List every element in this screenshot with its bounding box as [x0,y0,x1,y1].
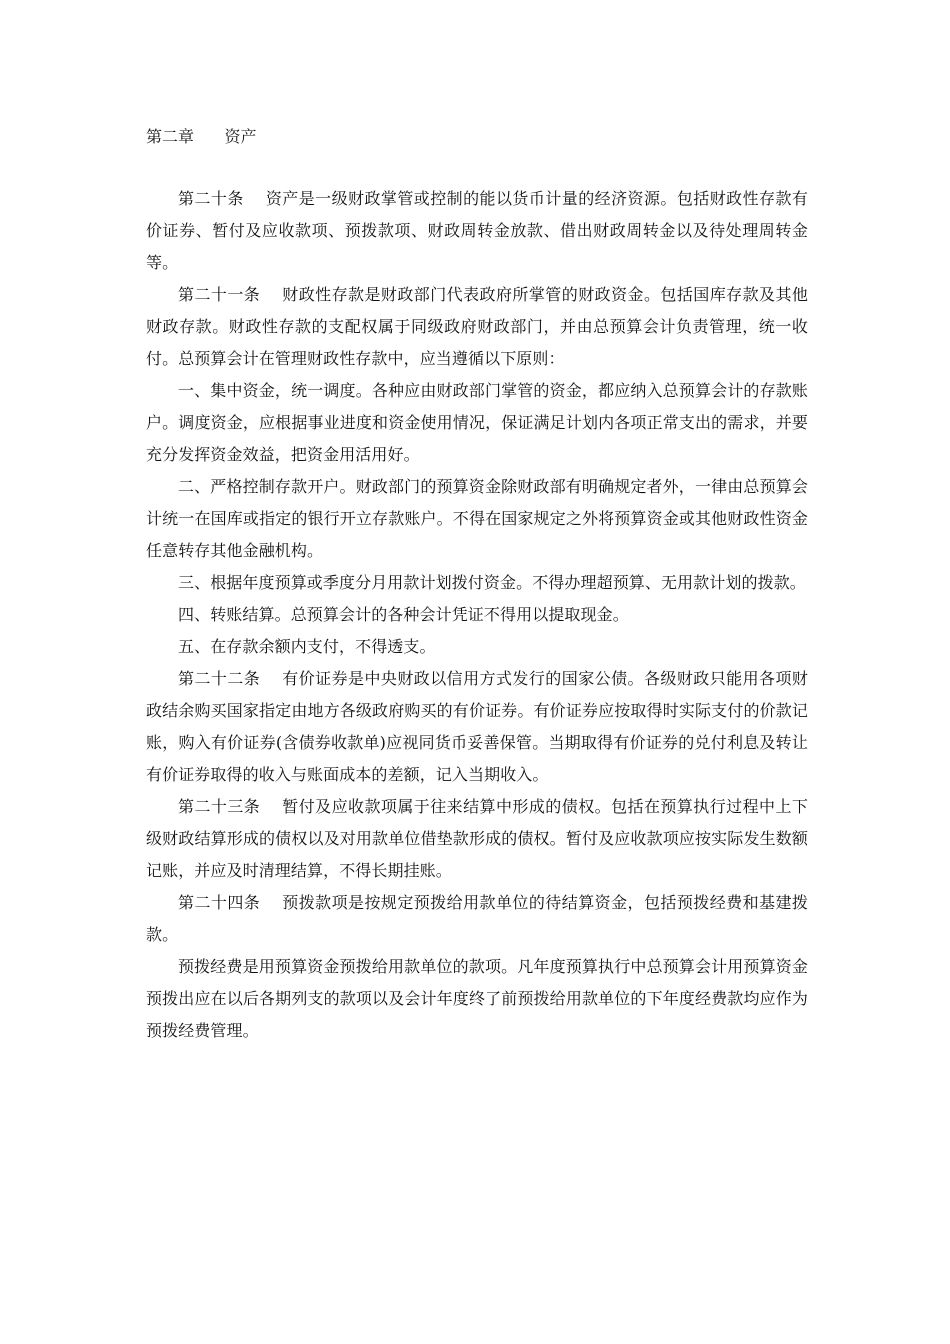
paragraph-article-24: 第二十四条 预拨款项是按规定预拨给用款单位的待结算资金，包括预拨经费和基建拨款。 [146,893,808,944]
paragraph-principle-1: 一、集中资金，统一调度。各种应由财政部门掌管的资金，都应纳入总预算会计的存款账户。调度资金，应根据事业进度和资金使用情况，保证满足计划内各项正常支出的需求，并要充分发挥资金效益，把资金用活用好。 [146,381,808,464]
paragraph-principle-4: 四、转账结算。总预算会计的各种会计凭证不得用以提取现金。 [178,605,629,624]
paragraph-principle-2: 二、严格控制存款开户。财政部门的预算资金除财政部有明确规定者外，一律由总预算会计统一在国库或指定的银行开立存款账户。不得在国家规定之外将预算资金或其他财政性资金任意转存其他金融机构。 [146,477,808,560]
paragraph-article-20: 第二十条 资产是一级财政掌管或控制的能以货币计量的经济资源。包括财政性存款有价证券、暂付及应收款项、预拨款项、财政周转金放款、借出财政周转金以及待处理周转金等。 [146,189,808,272]
paragraph-prepaid-funds: 预拨经费是用预算资金预拨给用款单位的款项。凡年度预算执行中总预算会计用预算资金预拨出应在以后各期列支的款项以及会计年度终了前预拨给用款单位的下年度经费款均应作为预拨经费管理。 [146,957,808,1040]
chapter-title: 第二章 资产 [146,127,257,146]
document-page [146,121,808,1047]
paragraph-principle-5: 五、在存款余额内支付，不得透支。 [178,637,436,656]
paragraph-article-21: 第二十一条 财政性存款是财政部门代表政府所掌管的财政资金。包括国库存款及其他财政存款。财政性存款的支配权属于同级政府财政部门，并由总预算会计负责管理，统一收付。总预算会计在管理财政性存款中，应当遵循以下原则： [146,285,808,368]
paragraph-article-22: 第二十二条 有价证券是中央财政以信用方式发行的国家公债。各级财政只能用各项财政结余购买国家指定由地方各级政府购买的有价证券。有价证券应按取得时实际支付的价款记账，购入有价证券(含债券收款单)应视同货币妥善保管。当期取得有价证券的兑付利息及转让有价证券取得的收入与账面成本的差额，记入当期收入。 [146,669,808,784]
paragraph-article-23: 第二十三条 暂付及应收款项属于往来结算中形成的债权。包括在预算执行过程中上下级财政结算形成的债权以及对用款单位借垫款形成的债权。暂付及应收款项应按实际发生数额记账，并应及时清理结算，不得长期挂账。 [146,797,808,880]
paragraph-principle-3: 三、根据年度预算或季度分月用款计划拨付资金。不得办理超预算、无用款计划的拨款。 [178,573,806,592]
